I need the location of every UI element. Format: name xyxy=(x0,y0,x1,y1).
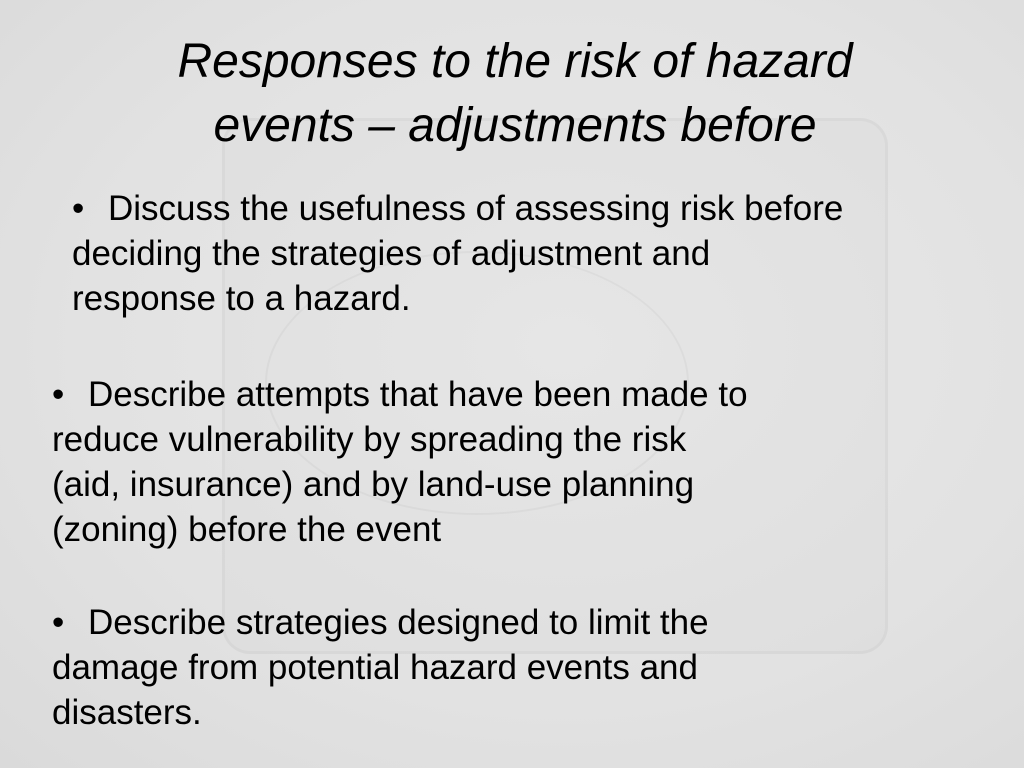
bullet-1-line-3: response to a hazard. xyxy=(72,279,411,318)
bullet-2-line-4: (zoning) before the event xyxy=(52,510,442,549)
bullet-3-line-1: Describe strategies designed to limit the xyxy=(88,603,709,642)
bullet-1-line-1: Discuss the usefulness of assessing risk before xyxy=(108,189,844,228)
bullet-3-line-3: disasters. xyxy=(52,693,202,732)
bullet-2-line-1: Describe attempts that have been made to xyxy=(88,375,748,414)
slide-title-line-1: Responses to the risk of hazard xyxy=(177,35,853,88)
bullet-marker: • xyxy=(52,603,65,642)
bullet-2-line-3: (aid, insurance) and by land-use planning xyxy=(52,465,695,504)
bullet-3-line-2: damage from potential hazard events and xyxy=(52,648,698,687)
slide-title xyxy=(60,30,970,158)
bullet-item-limit-damage xyxy=(52,600,918,735)
bullet-marker: • xyxy=(52,375,65,414)
bullet-item-assessing-risk xyxy=(72,186,1008,321)
bullet-1-line-2: deciding the strategies of adjustment and xyxy=(72,234,711,273)
bullet-item-reduce-vulnerability xyxy=(52,372,918,552)
bullet-marker: • xyxy=(72,189,85,228)
bullet-2-line-2: reduce vulnerability by spreading the risk xyxy=(52,420,687,459)
slide-title-line-2: events – adjustments before xyxy=(213,99,817,152)
